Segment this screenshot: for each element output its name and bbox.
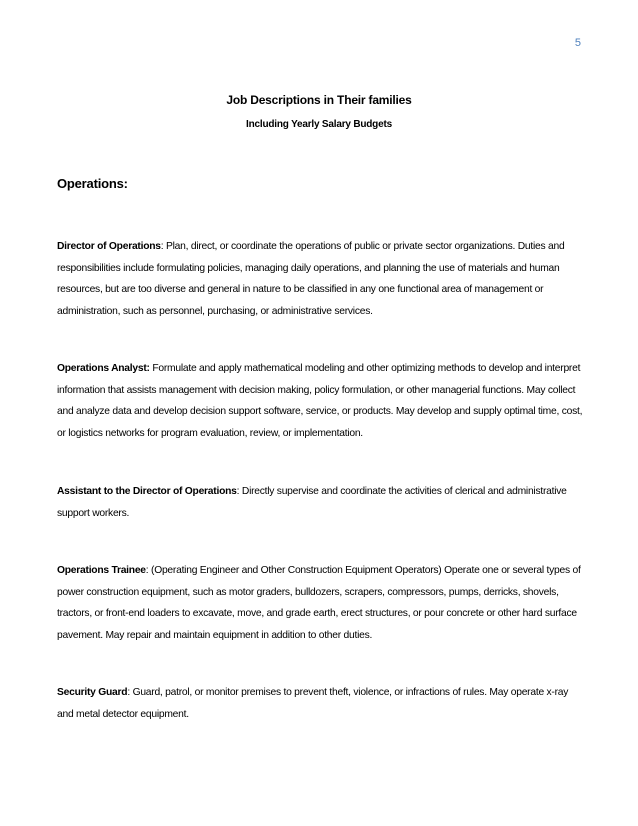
job-title: Operations Analyst: — [57, 363, 150, 374]
separator: : — [236, 486, 240, 497]
job-entry-operations-trainee — [57, 560, 587, 646]
job-description: (Operating Engineer and Other Construction Equipment Operators) Operate one or several types of power construction equipment, such as motor graders, bulldozers, scrapers, compressors, pumps, derricks, shovels, tractors, or front-end loaders to excavate, move, and grade earth, erect structures, or pour concrete or other hard surface pavement. May repair and maintain equipment in addition to other duties. — [57, 565, 581, 641]
job-description: Formulate and apply mathematical modeling and other optimizing methods to develop and interpret information that assists management with decision making, policy formulation, or other managerial functions. May collect and analyze data and develop decision support software, service, or products. May develop and supply optimal time, cost, or logistics networks for program evaluation, review, or implementation. — [57, 363, 583, 439]
job-entry-operations-analyst — [57, 358, 587, 444]
job-title: Security Guard — [57, 687, 128, 698]
job-description: Guard, patrol, or monitor premises to prevent theft, violence, or infractions of rules. May operate x-ray and metal detector equipment. — [57, 687, 569, 720]
section-heading: Operations: — [57, 176, 128, 191]
separator: : — [160, 241, 164, 252]
job-title: Operations Trainee — [57, 565, 146, 576]
job-description: Directly supervise and coordinate the activities of clerical and administrative support workers. — [57, 486, 567, 519]
job-description: Plan, direct, or coordinate the operations of public or private sector organizations. Duties and responsibilities include formulating policies, managing daily operations, and planning the use of materials and human resources, but are too diverse and general in nature to be classified in any one functional area of management or administration, such as personnel, purchasing, or administrative services. — [57, 241, 565, 317]
page-subtitle: Including Yearly Salary Budgets — [246, 119, 392, 130]
job-entry-assistant-to-director — [57, 481, 587, 524]
job-entry-director-of-operations — [57, 236, 587, 322]
page-title: Job Descriptions in Their families — [226, 93, 412, 107]
job-title: Assistant to the Director of Operations — [57, 486, 237, 497]
job-entry-security-guard — [57, 682, 587, 725]
separator: : — [127, 687, 130, 698]
job-title: Director of Operations — [57, 241, 161, 252]
separator: : — [145, 565, 149, 576]
page-number: 5 — [574, 37, 581, 49]
